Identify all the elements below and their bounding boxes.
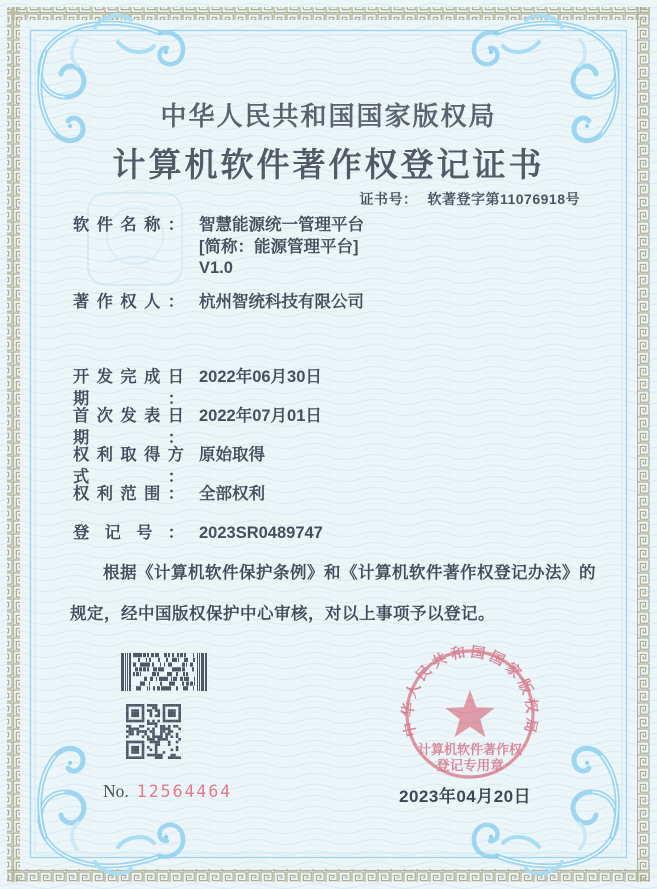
field-row-copyright-owner	[73, 292, 364, 314]
serial-number-line	[103, 781, 232, 802]
seal-star-icon	[445, 690, 494, 737]
field-label: 开发完成日期：	[73, 368, 184, 408]
registration-seal	[388, 632, 553, 797]
field-row-dev-complete-date	[73, 367, 322, 410]
field-label: 登记号：	[73, 524, 184, 542]
field-value: 全部权利	[199, 485, 265, 503]
field-row-first-publish-date	[73, 406, 322, 449]
cert-number-line	[359, 189, 580, 209]
field-row-rights-scope	[73, 484, 265, 506]
pdf417-barcode	[121, 653, 208, 691]
field-label: 权利范围：	[73, 485, 184, 503]
software-name-line2: [简称：能源管理平台]	[199, 237, 359, 256]
field-value: 2022年07月01日	[199, 407, 322, 425]
cert-number-label: 证书号：	[359, 191, 418, 207]
serial-no-label: No.	[103, 781, 129, 801]
field-label: 软件名称：	[73, 216, 184, 234]
field-value: 原始取得	[199, 446, 265, 464]
field-value	[199, 215, 364, 280]
statement-paragraph: 根据《计算机软件保护条例》和《计算机软件著作权登记办法》的规定，经中国版权保护中心审核，对以上事项予以登记。	[70, 564, 596, 623]
seal-ring-text: 中华人民共和国国家版权局	[400, 644, 540, 739]
qr-code-icon	[126, 704, 181, 759]
cert-number-value: 软著登字第11076918号	[427, 191, 580, 207]
field-label: 著作权人：	[73, 293, 184, 311]
field-label: 权利取得方式：	[73, 446, 184, 486]
serial-no-value: 12564464	[136, 782, 233, 801]
issue-date: 2023年04月20日	[399, 787, 532, 806]
seal-line2: 登记专用章	[436, 758, 504, 773]
certificate-title: 计算机软件著作权登记证书	[112, 146, 545, 183]
field-value: 杭州智统科技有限公司	[199, 293, 364, 311]
authority-title: 中华人民共和国国家版权局	[160, 101, 497, 131]
software-name-line1: 智慧能源统一管理平台	[199, 216, 364, 234]
seal-line1: 计算机软件著作权	[417, 742, 523, 757]
field-row-registration-number	[73, 523, 323, 545]
field-label: 首次发表日期：	[73, 407, 184, 447]
software-name-line3: V1.0	[199, 259, 233, 277]
field-value: 2023SR0489747	[199, 524, 323, 542]
field-value: 2022年06月30日	[199, 368, 322, 386]
field-row-software-name	[73, 215, 364, 280]
field-row-acquisition-method	[73, 445, 265, 488]
